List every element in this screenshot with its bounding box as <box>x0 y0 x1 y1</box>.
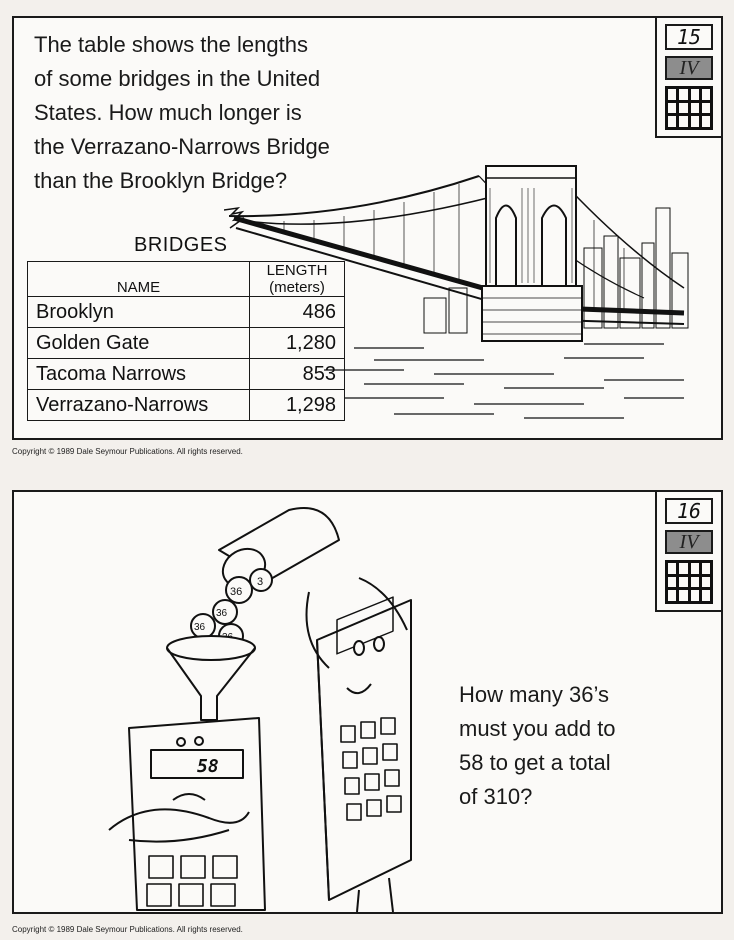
table-header-row <box>28 262 345 297</box>
card-number: 16 <box>665 498 713 524</box>
card-badge <box>655 492 721 612</box>
header-name: NAME <box>28 262 250 297</box>
question-text: How many 36’s must you add to 58 to get a total of 310? <box>459 682 616 809</box>
ball-label: 36 <box>216 608 228 619</box>
copyright-notice: Copyright © 1989 Dale Seymour Publications. All rights reserved. <box>12 925 243 934</box>
bridge-name: Brooklyn <box>28 297 250 328</box>
calculator-display-value: 58 <box>197 756 219 777</box>
bridge-length: 486 <box>250 297 345 328</box>
calculator-keypad-icon <box>665 86 713 130</box>
problem-card-16 <box>12 490 723 914</box>
bridge-length: 853 <box>250 359 345 390</box>
ball-label: 36 <box>194 622 206 633</box>
header-length <box>250 262 345 297</box>
header-length-line2: (meters) <box>269 279 325 296</box>
table-row <box>28 359 345 390</box>
bridge-length: 1,298 <box>250 390 345 421</box>
problem-card-15 <box>12 16 723 440</box>
bridge-name: Tacoma Narrows <box>28 359 250 390</box>
ball-label: 36 <box>230 586 243 598</box>
table-row <box>28 390 345 421</box>
level-badge: IV <box>665 56 713 80</box>
card-badge <box>655 18 721 138</box>
header-length-line1: LENGTH <box>266 262 328 279</box>
copyright-notice: Copyright © 1989 Dale Seymour Publications. All rights reserved. <box>12 447 243 456</box>
card-number: 15 <box>665 24 713 50</box>
ball-label: 3 <box>257 576 264 588</box>
calculators-cartoon-illustration <box>89 500 439 912</box>
table-row <box>28 297 345 328</box>
question-text: The table shows the lengths of some bridges in the United States. How much longer is the Verrazano-Narrows Bridge than the Brooklyn Bridge? <box>34 32 330 193</box>
calculator-keypad-icon <box>665 560 713 604</box>
bridges-table <box>27 261 345 421</box>
table-row <box>28 328 345 359</box>
bridge-name: Verrazano-Narrows <box>28 390 250 421</box>
table-title: BRIDGES <box>134 234 228 256</box>
bridge-name: Golden Gate <box>28 328 250 359</box>
bridge-length: 1,280 <box>250 328 345 359</box>
level-badge: IV <box>665 530 713 554</box>
